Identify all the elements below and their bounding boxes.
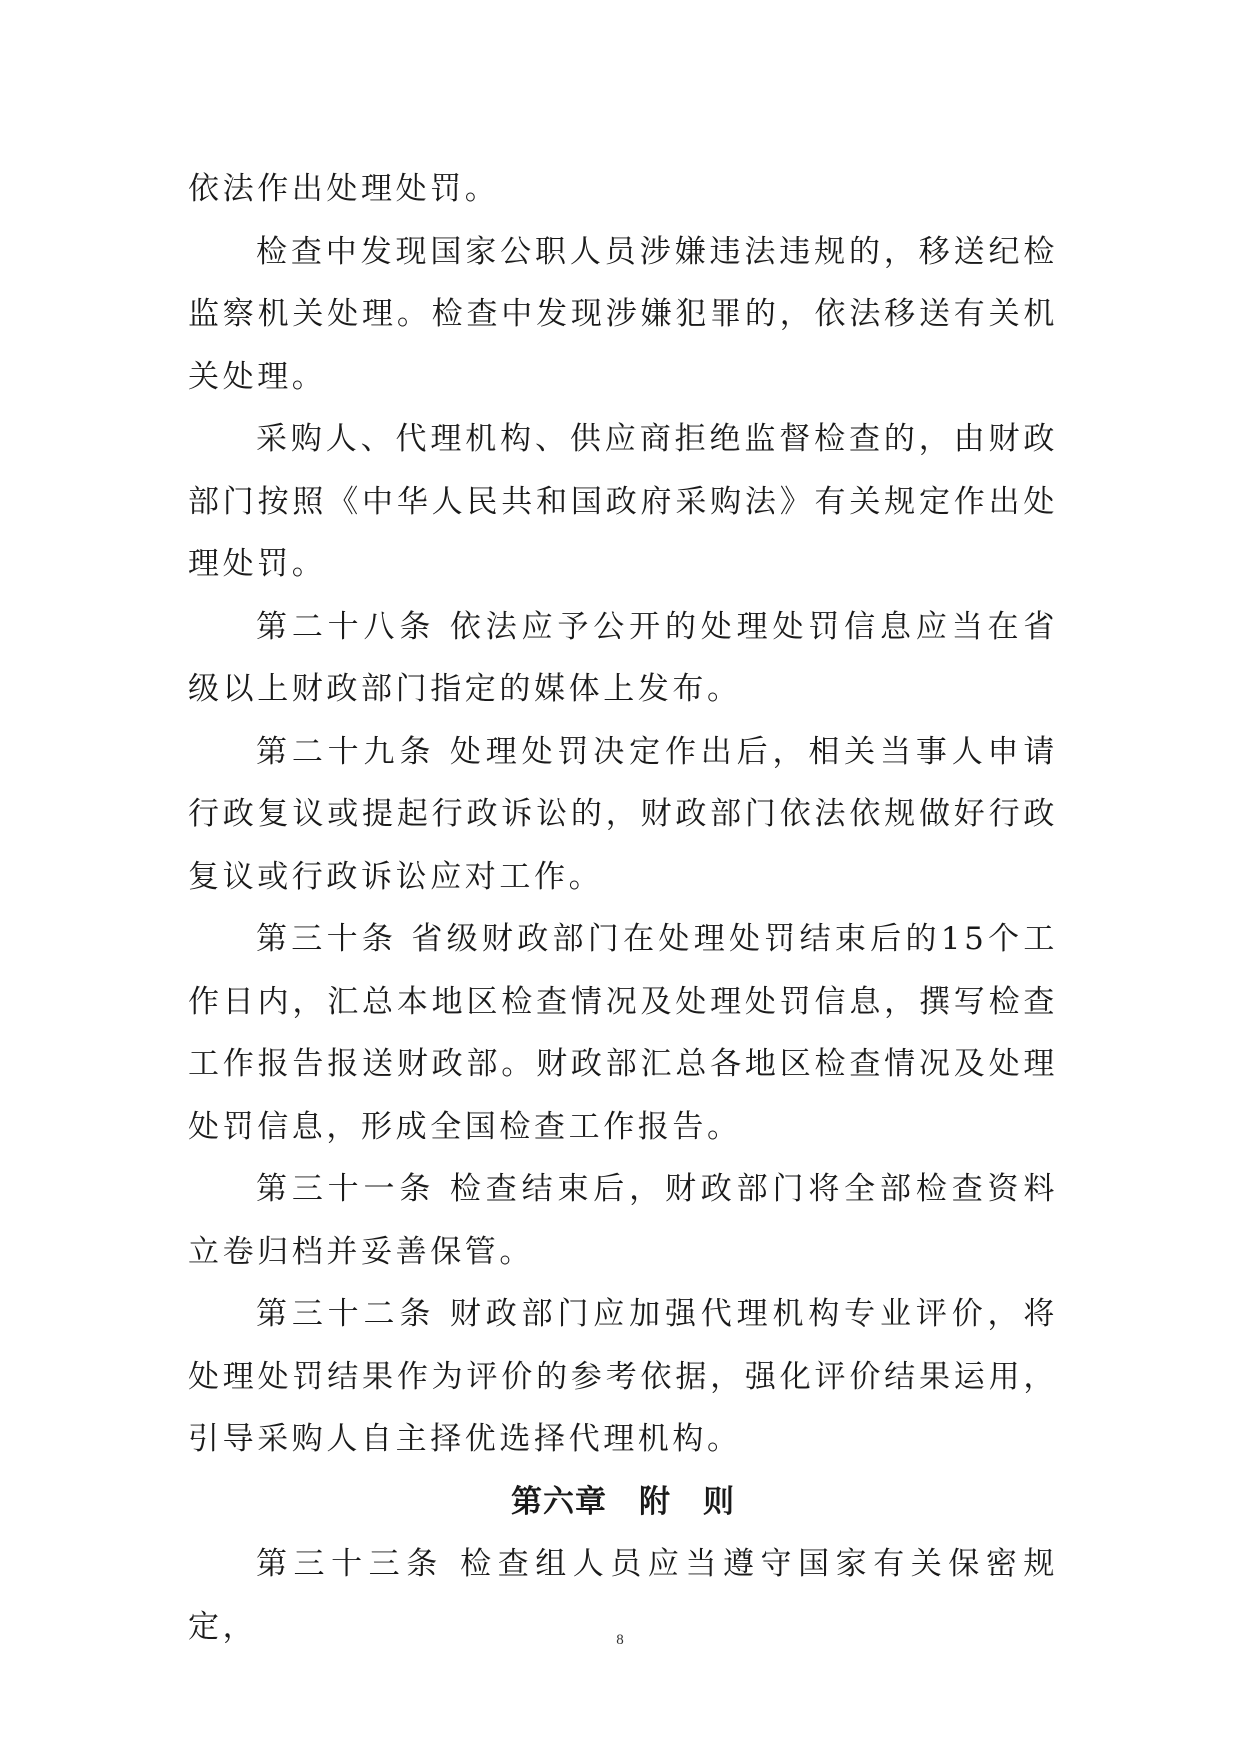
- paragraph-refusal-of-inspection: 采购人、代理机构、供应商拒绝监督检查的，由财政部门按照《中华人民共和国政府采购法》有关规定作出处理处罚。: [188, 421, 1058, 582]
- article-29: 第二十九条 处理处罚决定作出后，相关当事人申请行政复议或提起行政诉讼的，财政部门依法依规做好行政复议或行政诉讼应对工作。: [188, 733, 1058, 895]
- page-number: 8: [616, 1632, 624, 1648]
- article-30: 第三十条 省级财政部门在处理处罚结束后的15个工作日内，汇总本地区检查情况及处理处罚信息，撰写检查工作报告报送财政部。财政部汇总各地区检查情况及处理处罚信息，形成全国检查工作报告。: [188, 921, 1058, 1145]
- article-33: 第三十三条 检查组人员应当遵守国家有关保密规定，: [188, 1546, 1058, 1645]
- chapter-heading: 第六章 附 则: [511, 1483, 735, 1520]
- document-body: [188, 158, 1058, 1658]
- article-31: 第三十一条 检查结束后，财政部门将全部检查资料立卷归档并妥善保管。: [188, 1171, 1058, 1270]
- article-32: 第三十二条 财政部门应加强代理机构专业评价，将处理处罚结果作为评价的参考依据，强化评价结果运用，引导采购人自主择优选择代理机构。: [188, 1296, 1058, 1457]
- paragraph-misconduct-referral: 检查中发现国家公职人员涉嫌违法违规的，移送纪检监察机关处理。检查中发现涉嫌犯罪的，依法移送有关机关处理。: [188, 233, 1058, 395]
- article-28: 第二十八条 依法应予公开的处理处罚信息应当在省级以上财政部门指定的媒体上发布。: [188, 608, 1058, 707]
- paragraph-continuation: 依法作出处理处罚。: [188, 171, 500, 207]
